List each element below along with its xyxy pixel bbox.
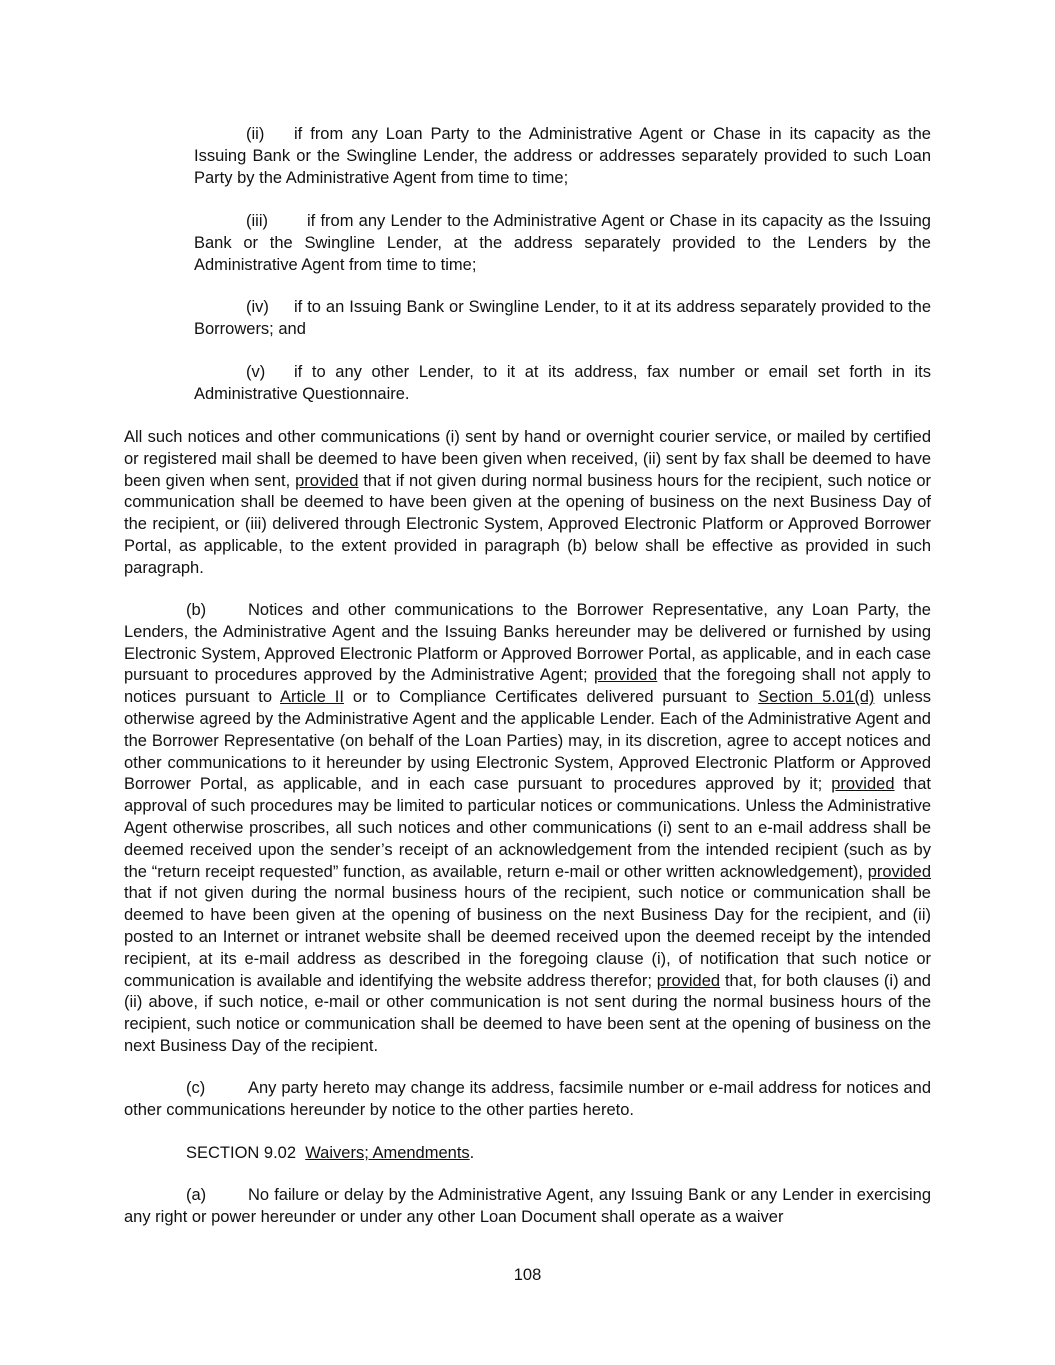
all-notices-text-1: All such notices and other communications (i) sent by hand or overnight courier service, or mailed by certified or registered mail shall be deemed to have been given when received, (ii) sent by fax shall be deemed to have been given when sent, [124, 428, 931, 490]
paragraph-b-text-3: or to Compliance Certificates delivered pursuant to [343, 688, 759, 707]
provided-term: provided [831, 775, 895, 794]
paragraph-b-number: (b) [186, 601, 207, 619]
section-title: Waivers; Amendments [305, 1144, 470, 1162]
paragraph-a-text: No failure or delay by the Administrative Agent, any Issuing Bank or any Lender in exercising any right or power hereunder or under any other Loan Document shall operate as a waiver [124, 1186, 931, 1226]
provided-term: provided [867, 862, 931, 881]
provided-term: provided [656, 971, 721, 990]
clause-iv [194, 297, 931, 341]
paragraph-b-text-5: that approval of such procedures may be limited to particular notices or communications. Unless the Administrative Agent otherwise proscribes, all such notices and other communications (i) sent to an e-mail address shall be deemed received upon the sender’s receipt of an acknowledgement from the intended recipient (such as by the “return receipt requested” function, as available, return e-mail or other written acknowledgement), [124, 775, 931, 881]
clause-iii [194, 211, 931, 276]
section-label: SECTION 9.02 [186, 1144, 297, 1162]
clause-ii-text: if from any Loan Party to the Administrative Agent or Chase in its capacity as the Issuing Bank or the Swingline Lender, the address or addresses separately provided to such Loan Party by the Administrative Agent from time to time; [194, 125, 931, 187]
section-5-01d-reference: Section 5.01(d) [758, 688, 875, 707]
all-notices-paragraph [124, 427, 931, 580]
provided-term: provided [295, 471, 359, 490]
paragraph-b-text-7: that, for both clauses (i) and (ii) above, if such notice, e-mail or other communication is not sent during the normal business hours of the recipient, such notice or communication shall be deemed to have been sent at the opening of business on the next Business Day of the recipient. [124, 971, 931, 1055]
clause-iv-number: (iv) [246, 298, 269, 316]
clause-ii-number: (ii) [246, 125, 265, 143]
clause-v-text: if to any other Lender, to it at its address, fax number or email set forth in its Administrative Questionnaire. [194, 363, 931, 403]
clause-iii-number: (iii) [246, 212, 268, 230]
all-notices-text-2: that if not given during normal business hours for the recipient, such notice or communication shall be deemed to have been given at the opening of business on the next Business Day of the recipient, or (iii) delivered through Electronic System, Approved Electronic Platform or Approved Borrower Portal, as applicable, to the extent provided in paragraph (b) below shall be effective as provided in such paragraph. [124, 471, 931, 577]
paragraph-c-number: (c) [186, 1079, 206, 1097]
clause-ii [194, 124, 931, 189]
clause-v-number: (v) [246, 363, 266, 381]
section-title-period: . [469, 1144, 475, 1162]
paragraph-a-number: (a) [186, 1186, 207, 1204]
paragraph-b-text-4: unless otherwise agreed by the Administrative Agent and the applicable Lender. Each of the Administrative Agent and the Borrower Representative (on behalf of the Loan Parties) may, in its discretion, agree to accept notices and other communications to it hereunder by using Electronic System, Approved Electronic Platform or Approved Borrower Portal, as applicable, and in each case pursuant to procedures approved by it; [124, 688, 931, 794]
paragraph-b-text-2: that the foregoing shall not apply to notices pursuant to [124, 666, 931, 707]
section-heading [124, 1143, 931, 1165]
page-number: 108 [513, 1266, 542, 1284]
clause-iii-text: if from any Lender to the Administrative Agent or Chase in its capacity as the Issuing Bank or the Swingline Lender, at the address separately provided to the Lenders by the Administrative Agent from time to time; [194, 212, 931, 274]
paragraph-b-text-1: Notices and other communications to the Borrower Representative, any Loan Party, the Lenders, the Administrative Agent and the Issuing Banks hereunder may be delivered or furnished by using Electronic System, Approved Electronic Platform or Approved Borrower Portal, as applicable, and in each case pursuant to procedures approved by the Administrative Agent; [124, 601, 931, 685]
paragraph-b [124, 600, 931, 1058]
clause-v [194, 362, 931, 406]
clause-iv-text: if to an Issuing Bank or Swingline Lender, to it at its address separately provided to the Borrowers; and [194, 298, 931, 338]
paragraph-b-text-6: that if not given during the normal business hours of the recipient, such notice or communication shall be deemed to have been given at the opening of business on the next Business Day for the recipient, and (ii) posted to an Internet or intranet website shall be deemed received upon the deemed receipt by the intended recipient, at its e-mail address as described in the foregoing clause (i), of notification that such notice or communication is available and identifying the website address therefor; [124, 884, 931, 990]
provided-term: provided [593, 666, 658, 685]
paragraph-c-text: Any party hereto may change its address, facsimile number or e-mail address for notices and other communications hereunder by notice to the other parties hereto. [124, 1079, 931, 1119]
paragraph-a [124, 1185, 931, 1229]
article-ii-reference: Article II [280, 688, 344, 707]
paragraph-c [124, 1078, 931, 1122]
